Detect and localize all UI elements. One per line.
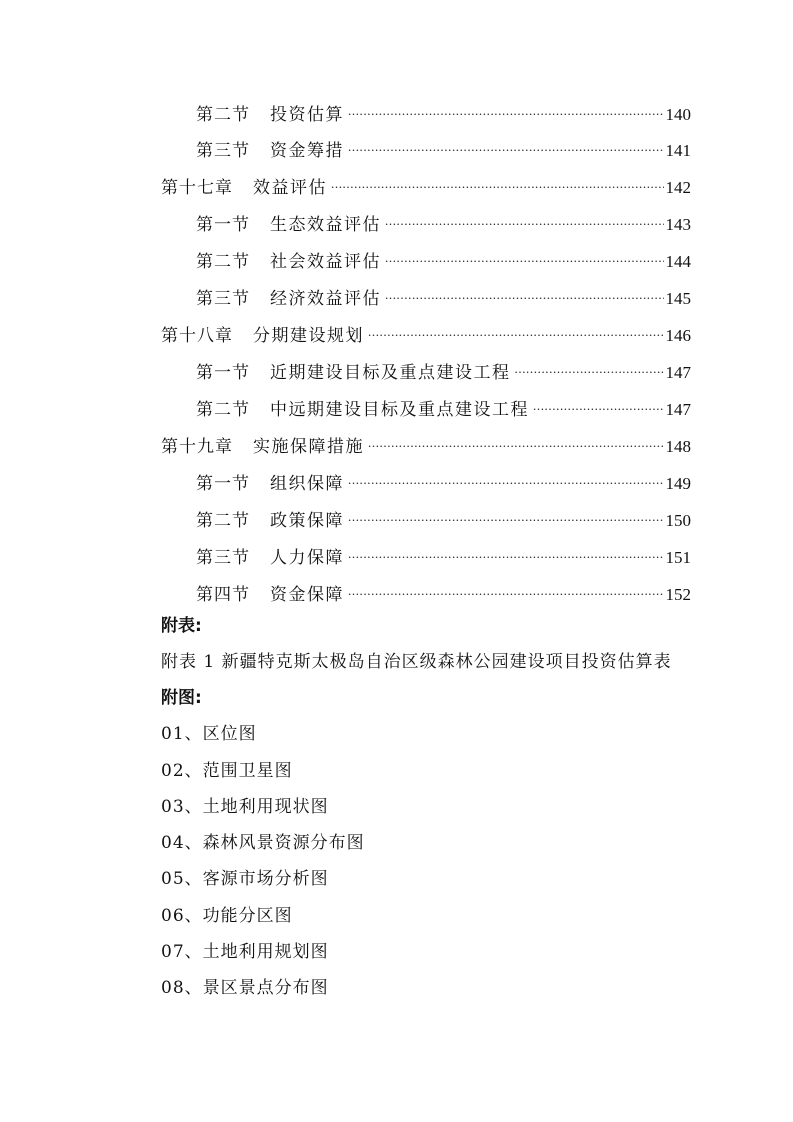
toc-entry[interactable]	[196, 208, 691, 235]
toc-entry[interactable]	[196, 282, 691, 309]
toc-leader-dots	[515, 356, 664, 378]
toc-entry-number: 第三节	[196, 289, 250, 309]
toc-entry-title: 经济效益评估	[270, 289, 381, 309]
toc-leader-dots	[385, 282, 664, 304]
toc-entry-chapter[interactable]	[161, 171, 691, 198]
toc-entry-page: 140	[665, 105, 691, 124]
toc-leader-dots	[348, 578, 664, 600]
toc-entry-number: 第一节	[196, 363, 250, 383]
toc-entry-number: 第一节	[196, 215, 250, 235]
toc-leader-dots	[385, 245, 664, 267]
toc-entry-page: 147	[665, 363, 691, 382]
toc-entry-page: 152	[665, 585, 691, 604]
toc-leader-dots	[368, 319, 664, 341]
toc-entry-title: 实施保障措施	[253, 437, 364, 457]
toc-entry-title: 资金筹措	[270, 141, 344, 161]
toc-entry-number: 第四节	[196, 585, 250, 605]
appendix-figure-item[interactable]: 02、范围卫星图	[161, 761, 293, 781]
appendix-figure-item[interactable]: 05、客源市场分析图	[161, 869, 329, 889]
toc-entry-page: 142	[665, 178, 691, 197]
appendix-table-item[interactable]: 附表 1 新疆特克斯太极岛自治区级森林公园建设项目投资估算表	[161, 652, 672, 672]
toc-leader-dots	[348, 504, 664, 526]
toc-entry[interactable]	[196, 98, 691, 125]
toc-entry-page: 148	[665, 437, 691, 456]
toc-entry-title: 效益评估	[253, 178, 327, 198]
toc-entry[interactable]	[196, 504, 691, 531]
appendix-figures-heading: 附图:	[161, 688, 202, 708]
toc-entry-page: 150	[665, 511, 691, 530]
toc-entry-number: 第三节	[196, 141, 250, 161]
appendix-figure-item[interactable]: 04、森林风景资源分布图	[161, 833, 365, 853]
toc-entry-title: 资金保障	[270, 585, 344, 605]
toc-entry-title: 投资估算	[270, 105, 344, 125]
toc-leader-dots	[348, 98, 664, 120]
toc-entry-number: 第十八章	[161, 326, 233, 346]
toc-entry-title: 分期建设规划	[253, 326, 364, 346]
toc-leader-dots	[348, 134, 664, 156]
toc-entry-title: 组织保障	[270, 474, 344, 494]
appendix-figure-item[interactable]: 03、土地利用现状图	[161, 797, 329, 817]
toc-entry[interactable]	[196, 467, 691, 494]
toc-entry-number: 第二节	[196, 400, 250, 420]
appendix-tables-heading: 附表:	[161, 616, 202, 636]
toc-entry-number: 第一节	[196, 474, 250, 494]
appendix-figure-item[interactable]: 07、土地利用规划图	[161, 942, 329, 962]
toc-entry-page: 144	[665, 252, 691, 271]
toc-entry-page: 143	[665, 215, 691, 234]
toc-entry-number: 第十七章	[161, 178, 233, 198]
toc-entry[interactable]	[196, 393, 691, 420]
toc-entry-title: 人力保障	[270, 548, 344, 568]
toc-entry-title: 生态效益评估	[270, 215, 381, 235]
toc-entry-title: 近期建设目标及重点建设工程	[270, 363, 511, 383]
toc-entry[interactable]	[196, 356, 691, 383]
toc-entry[interactable]	[196, 578, 691, 605]
toc-entry-page: 141	[665, 141, 691, 160]
appendix-figure-item[interactable]: 08、景区景点分布图	[161, 978, 329, 998]
toc-leader-dots	[348, 467, 664, 489]
toc-entry-title: 中远期建设目标及重点建设工程	[270, 400, 529, 420]
toc-leader-dots	[348, 541, 664, 563]
toc-entry[interactable]	[196, 245, 691, 272]
toc-entry-page: 151	[665, 548, 691, 567]
toc-leader-dots	[385, 208, 664, 230]
toc-entry[interactable]	[196, 134, 691, 161]
toc-entry-title: 政策保障	[270, 511, 344, 531]
toc-entry-title: 社会效益评估	[270, 252, 381, 272]
toc-entry-page: 145	[665, 289, 691, 308]
toc-entry[interactable]	[196, 541, 691, 568]
appendix-figure-item[interactable]: 06、功能分区图	[161, 906, 293, 926]
toc-entry-page: 147	[665, 400, 691, 419]
toc-entry-number: 第二节	[196, 252, 250, 272]
toc-entry-number: 第二节	[196, 511, 250, 531]
toc-entry-number: 第二节	[196, 105, 250, 125]
toc-entry-chapter[interactable]	[161, 319, 691, 346]
appendix-figure-item[interactable]: 01、区位图	[161, 724, 257, 744]
toc-entry-page: 146	[665, 326, 691, 345]
toc-entry-number: 第三节	[196, 548, 250, 568]
toc-entry-number: 第十九章	[161, 437, 233, 457]
toc-entry-chapter[interactable]	[161, 430, 691, 457]
toc-leader-dots	[331, 171, 664, 193]
toc-entry-page: 149	[665, 474, 691, 493]
toc-leader-dots	[533, 393, 664, 415]
toc-leader-dots	[368, 430, 664, 452]
